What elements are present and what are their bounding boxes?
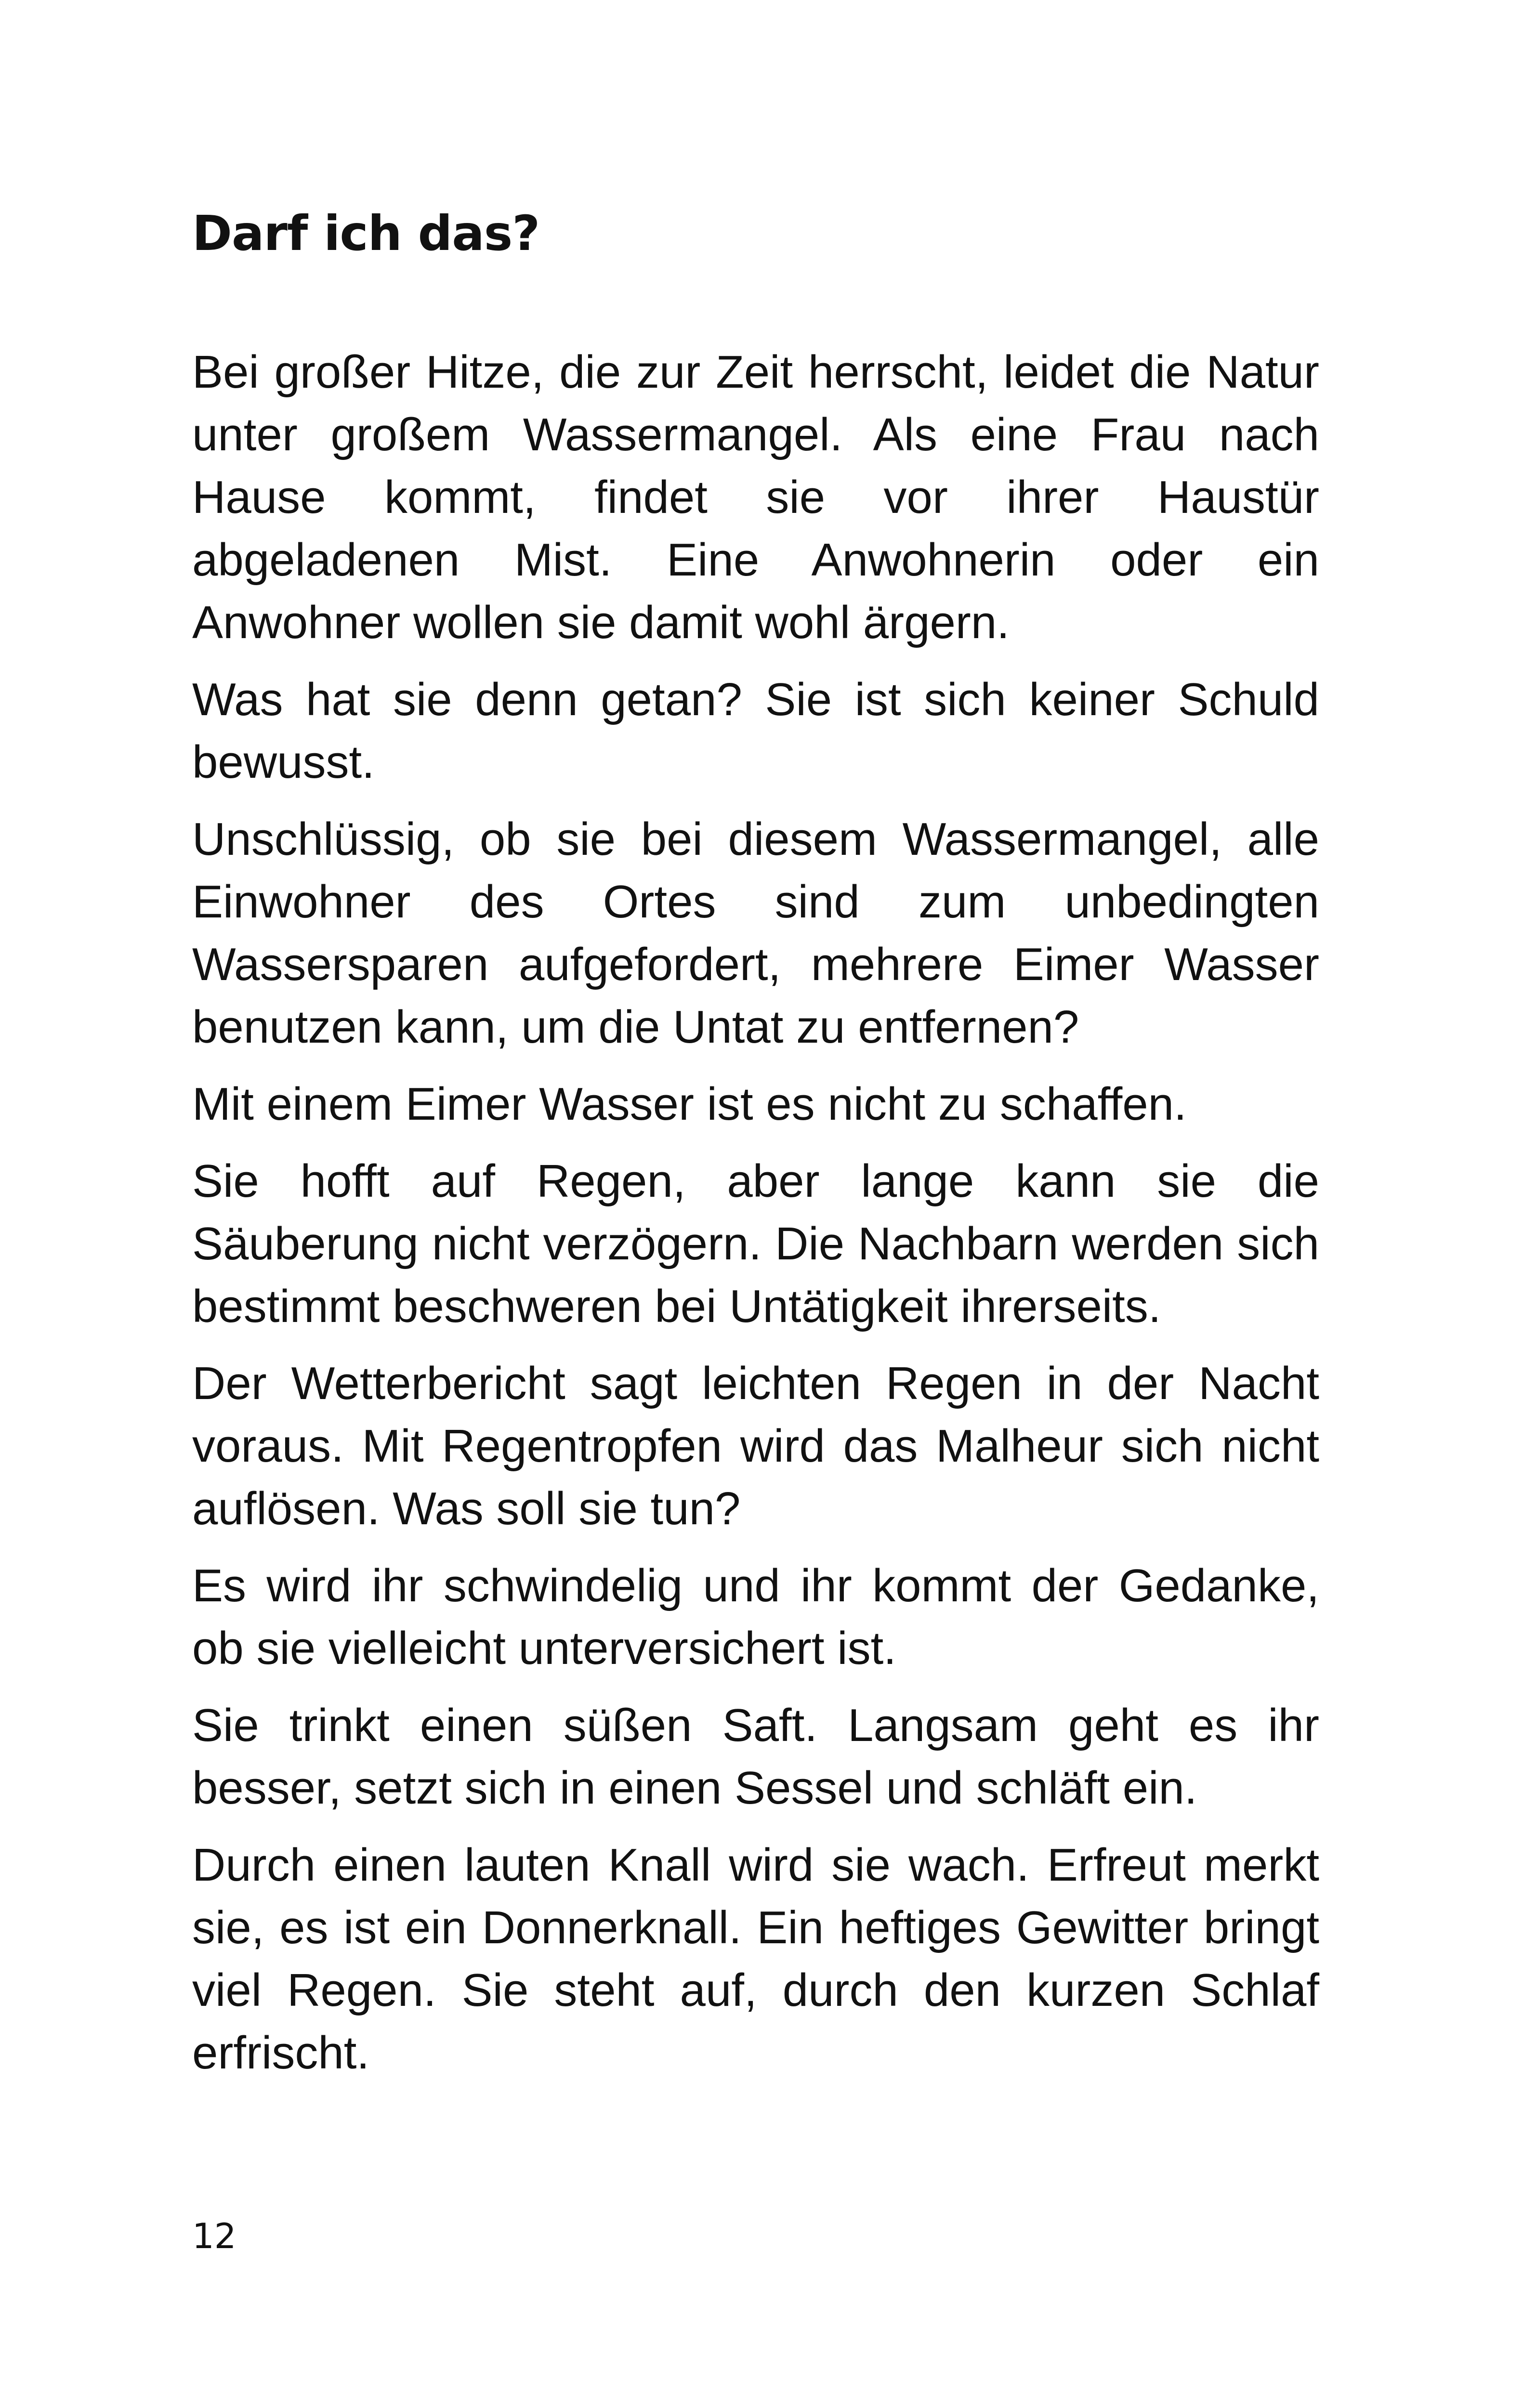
paragraph-1: Bei großer Hitze, die zur Zeit herrscht, leidet die Natur unter großem Wassermangel. Als eine Frau nach Hause kommt, findet sie vor ihrer Haustür abgeladenen Mist. Eine Anwohnerin oder ein Anwohner wollen sie damit wohl ärgern. xyxy=(192,346,1319,648)
paragraph-4: Mit einem Eimer Wasser ist es nicht zu schaffen. xyxy=(192,1078,1187,1130)
body-text xyxy=(192,341,1319,2099)
chapter-title: Darf ich das? xyxy=(192,205,540,262)
page-number: 12 xyxy=(192,2216,236,2256)
paragraph-6: Der Wetterbericht sagt leichten Regen in der Nacht voraus. Mit Regentropfen wird das Malheur sich nicht auflösen. Was soll sie tun? xyxy=(192,1358,1319,1534)
paragraph-8: Sie trinkt einen süßen Saft. Langsam geht es ihr besser, setzt sich in einen Sessel und schläft ein. xyxy=(192,1700,1319,1814)
paragraph-9: Durch einen lauten Knall wird sie wach. Erfreut merkt sie, es ist ein Donnerknall. Ein heftiges Gewitter bringt viel Regen. Sie steht auf, durch den kurzen Schlaf erfrischt. xyxy=(192,1839,1319,2079)
paragraph-7: Es wird ihr schwindelig und ihr kommt der Gedanke, ob sie vielleicht unterversichert ist. xyxy=(192,1560,1319,1674)
paragraph-5: Sie hofft auf Regen, aber lange kann sie die Säuberung nicht verzögern. Die Nachbarn werden sich bestimmt beschweren bei Untätigkeit ihrerseits. xyxy=(192,1155,1319,1332)
paragraph-2: Was hat sie denn getan? Sie ist sich keiner Schuld bewusst. xyxy=(192,674,1319,788)
paragraph-3: Unschlüssig, ob sie bei diesem Wassermangel, alle Einwohner des Ortes sind zum unbedingten Wassersparen aufgefordert, mehrere Eimer Wasser benutzen kann, um die Untat zu entfernen? xyxy=(192,813,1319,1053)
